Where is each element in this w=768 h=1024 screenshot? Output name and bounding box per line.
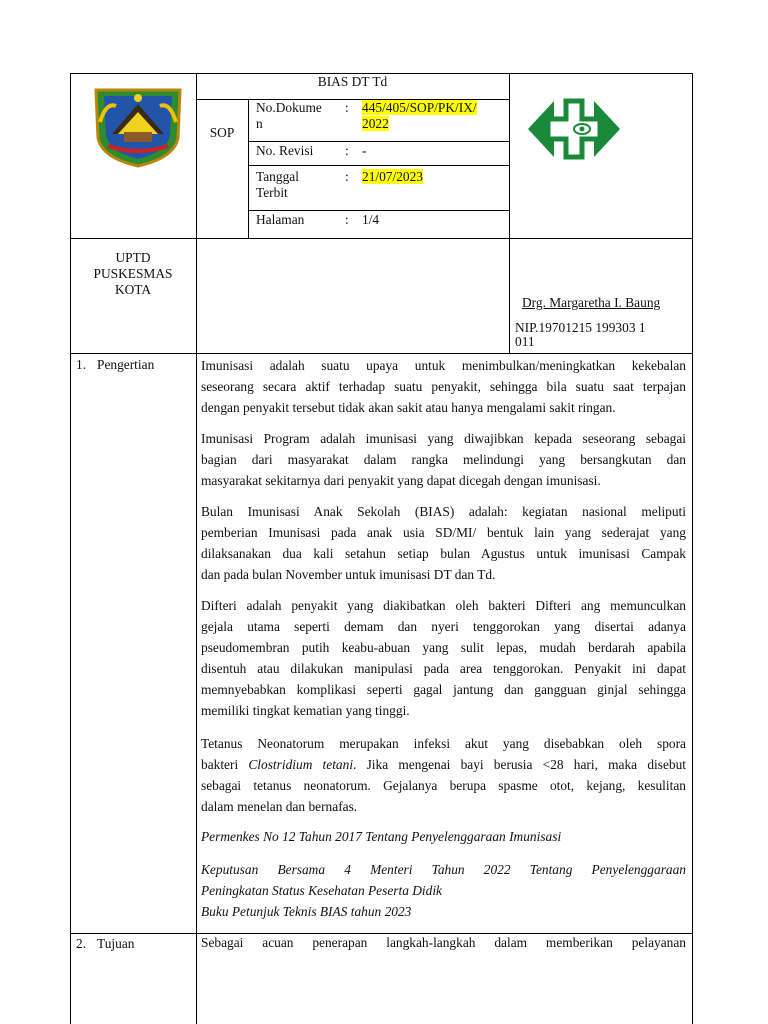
- species-name-italic: Clostridium tetani: [248, 757, 354, 772]
- org-row-bottom-border: [70, 353, 693, 354]
- sop-label: SOP: [209, 125, 235, 140]
- text-segment: bakteri: [201, 757, 249, 772]
- page-value: 1/4: [362, 212, 380, 227]
- definition-paragraph-bias: [201, 501, 686, 585]
- text-line: seseorang secara aktif terhadap suatu penyakit, sehingga bila suatu saat terpajan: [201, 379, 686, 394]
- doc-number-separator: :: [345, 100, 349, 115]
- signatory-name: Drg. Margaretha I. Baung: [522, 295, 661, 310]
- puskesmas-logo: [524, 97, 624, 161]
- text-line: Difteri adalah penyakit yang diakibatkan oleh bakteri Difteri ang memunculkan: [201, 598, 686, 613]
- text-line: dengan penyakit tersebut tidak akan sakit atau hanya mengalami sakit ringan.: [201, 400, 616, 415]
- reference-line: Peningkatan Status Kesehatan Peserta Didik: [201, 883, 442, 898]
- reference-permenkes: [201, 826, 686, 847]
- publish-date-highlight: 21/07/2023: [362, 169, 424, 184]
- org-name-line1: UPTD: [115, 250, 151, 265]
- reference-joint-decree: [201, 859, 686, 922]
- header-column-divider-sop: [248, 99, 249, 238]
- revision-value: -: [362, 143, 367, 158]
- table-border-left: [70, 73, 71, 1024]
- definition-paragraph-diphtheria: [201, 595, 686, 721]
- text-line: Tetanus Neonatorum merupakan infeksi akut yang disebabkan oleh spora: [201, 736, 686, 751]
- text-line: dilaksanakan dua kali setahun setiap bulan Agustus untuk imunisasi Campak: [201, 546, 686, 561]
- doc-number-label-line1: No.Dokume: [256, 100, 322, 115]
- section1-label: Pengertian: [97, 357, 155, 372]
- column-divider-left: [196, 73, 197, 1024]
- text-line: Sebagai acuan penerapan langkah-langkah dalam memberikan pelayanan: [201, 935, 686, 950]
- reference-line: Buku Petunjuk Teknis BIAS tahun 2023: [201, 904, 412, 919]
- doc-number-value-line1: [362, 100, 477, 116]
- text-line: Bulan Imunisasi Anak Sekolah (BIAS) adalah: kegiatan nasional meliputi: [201, 504, 686, 519]
- text-line: pseudomembran putih keabu-abuan yang sulit lepas, mudah berdarah apabila: [201, 640, 686, 655]
- header-divider-row1: [248, 141, 509, 142]
- text-line: masyarakat sekitarnya dari penyakit yang dapat dicegah dengan imunisasi.: [201, 473, 601, 488]
- text-line: memnyebabkan komplikasi seperti gagal jantung dan gangguan ginjal sehingga: [201, 682, 686, 697]
- publish-date-label-line1: Tanggal: [256, 169, 299, 184]
- signatory-nip-line1: NIP.19701215 199303 1: [515, 320, 646, 335]
- doc-number-highlight-2: 2022: [362, 116, 389, 131]
- header-column-divider-right: [509, 73, 510, 353]
- text-line: disentuh atau dilakukan manipulasi pada area tenggorokan. Penyakit ini dapat: [201, 661, 686, 676]
- text-line: dan pada bulan November untuk imunisasi DT dan Td.: [201, 567, 496, 582]
- section2-label: Tujuan: [97, 936, 135, 951]
- publish-date-label-line2: Terbit: [256, 185, 288, 200]
- page-separator: :: [345, 212, 349, 227]
- text-segment: . Jika mengenai bayi berusia <28 hari, maka disebut: [353, 757, 686, 772]
- revision-separator: :: [345, 143, 349, 158]
- signatory-nip-line2: 011: [515, 334, 535, 349]
- text-line: dalam menelan dan bernafas.: [201, 799, 358, 814]
- revision-label: No. Revisi: [256, 143, 314, 158]
- regency-emblem-logo: [88, 82, 188, 168]
- org-name-line2: PUSKESMAS: [93, 266, 173, 281]
- header-divider-row3: [248, 210, 509, 211]
- definition-paragraph-program: [201, 428, 686, 491]
- doc-number-value-line2: [362, 116, 389, 132]
- page-label: Halaman: [256, 212, 305, 227]
- header-divider-row2: [248, 165, 509, 166]
- text-line: bagian dari masyarakat dalam rangka melindungi yang bersangkutan dan: [201, 452, 686, 467]
- reference-line: Permenkes No 12 Tahun 2017 Tentang Penyelenggaraan Imunisasi: [201, 829, 562, 844]
- sop-title: BIAS DT Td: [317, 74, 388, 89]
- reference-line: Keputusan Bersama 4 Menteri Tahun 2022 Tentang Penyelenggaraan: [201, 862, 686, 877]
- text-line: gejala utama seperti demam dan nyeri tenggorokan yang disertai adanya: [201, 619, 686, 634]
- definition-paragraph-immunization: [201, 355, 686, 418]
- text-line: pemberian Imunisasi pada anak usia SD/MI/ bentuk lain yang sederajat yang: [201, 525, 686, 540]
- section2-number: 2.: [76, 936, 87, 951]
- doc-number-highlight-1: 445/405/SOP/PK/IX/: [362, 100, 477, 115]
- table-border-right: [692, 73, 693, 1024]
- doc-number-label-line2: n: [256, 116, 263, 131]
- text-line-with-italic: [201, 754, 686, 775]
- org-name-line3: KOTA: [114, 282, 152, 297]
- section1-number: 1.: [76, 357, 87, 372]
- purpose-paragraph: [201, 932, 686, 953]
- definition-paragraph-tetanus: [201, 733, 686, 817]
- publish-date-value: [362, 169, 423, 185]
- text-line: Imunisasi adalah suatu upaya untuk menimbulkan/meningkatkan kekebalan: [201, 358, 686, 373]
- publish-date-separator: :: [345, 169, 349, 184]
- text-line: sebagai tetanus neonatorum. Gejalanya berupa spasme otot, kejang, kesulitan: [201, 778, 686, 793]
- text-line: memiliki tingkat kematian yang tinggi.: [201, 703, 410, 718]
- text-line: Imunisasi Program adalah imunisasi yang diwajibkan kepada seseorang sebagai: [201, 431, 686, 446]
- header-bottom-border: [70, 238, 693, 239]
